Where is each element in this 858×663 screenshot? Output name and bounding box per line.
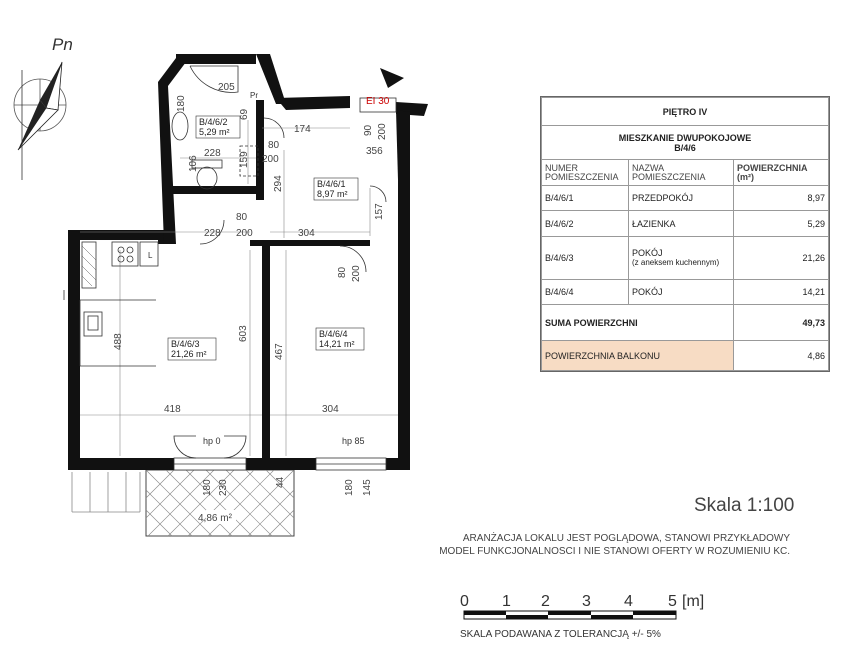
svg-text:3: 3 — [582, 593, 591, 610]
svg-text:B/4/6/1: B/4/6/1 — [317, 179, 346, 189]
svg-text:205: 205 — [218, 82, 235, 93]
svg-text:5: 5 — [668, 593, 677, 610]
hp-right-label: hp 85 — [342, 436, 365, 446]
fixtures — [64, 66, 396, 366]
svg-text:[m]: [m] — [682, 593, 705, 610]
svg-text:228: 228 — [204, 228, 221, 239]
svg-text:5,29 m²: 5,29 m² — [199, 127, 230, 137]
svg-text:8,97 m²: 8,97 m² — [317, 189, 348, 199]
tolerance-note: SKALA PODAWANA Z TOLERANCJĄ +/- 5% — [460, 629, 661, 640]
svg-text:44: 44 — [275, 476, 286, 488]
balcony — [72, 470, 294, 536]
svg-text:B/4/6/4: B/4/6/4 — [319, 329, 348, 339]
svg-text:180: 180 — [176, 95, 187, 112]
svg-text:0: 0 — [460, 593, 469, 610]
col-header-name: NAZWA POMIESZCZENIA — [629, 160, 734, 186]
svg-text:200: 200 — [236, 228, 253, 239]
svg-text:200: 200 — [351, 265, 362, 282]
svg-text:21,26 m²: 21,26 m² — [171, 349, 207, 359]
room-label-b464 — [316, 328, 364, 350]
balcony-area-label: 4,86 m² — [198, 513, 232, 524]
svg-text:159: 159 — [239, 151, 250, 168]
fire-door-label: EI 30 — [366, 96, 390, 107]
svg-text:488: 488 — [113, 333, 124, 350]
disclaimer: ARANŻACJA LOKALU JEST POGLĄDOWA, STANOWI PRZYKŁADOWY MODEL FUNKCJONALNOSCI I NIE STANOWI OFERTY W ROZUMIENIU KC. — [439, 533, 790, 557]
svg-text:230: 230 — [218, 479, 229, 496]
svg-text:304: 304 — [298, 228, 315, 239]
svg-text:174: 174 — [294, 124, 311, 135]
doors — [174, 118, 386, 458]
svg-text:200: 200 — [377, 123, 388, 140]
table-row: B/4/6/1 PRZEDPOKÓJ 8,97 — [542, 186, 829, 211]
svg-text:80: 80 — [337, 266, 348, 278]
svg-text:228: 228 — [204, 148, 221, 159]
svg-text:200: 200 — [262, 154, 279, 165]
svg-text:356: 356 — [366, 146, 383, 157]
area-table — [540, 96, 830, 372]
svg-text:4: 4 — [624, 593, 633, 610]
north-compass — [14, 35, 73, 180]
svg-text:80: 80 — [268, 140, 280, 151]
svg-text:294: 294 — [273, 175, 284, 192]
table-row: B/4/6/3 POKÓJ (z aneksem kuchennym) 21,26 — [542, 236, 829, 279]
dimension-lines — [80, 120, 398, 456]
col-header-area: POWIERZCHNIA (m²) — [734, 160, 829, 186]
svg-text:1: 1 — [502, 593, 511, 610]
dimension-labels — [113, 82, 388, 496]
hp-left-label: hp 0 — [203, 436, 221, 446]
scale-bar — [456, 590, 736, 626]
svg-text:180: 180 — [344, 479, 355, 496]
pr-mark: Pr — [250, 91, 258, 100]
svg-text:157: 157 — [374, 203, 385, 220]
svg-text:14,21 m²: 14,21 m² — [319, 339, 355, 349]
svg-text:2: 2 — [541, 593, 550, 610]
svg-text:B/4/6/3: B/4/6/3 — [171, 339, 200, 349]
room-label-b463 — [168, 338, 216, 360]
svg-text:467: 467 — [274, 343, 285, 360]
room-label-b461 — [314, 178, 358, 200]
svg-text:145: 145 — [362, 479, 373, 496]
apartment-title: MIESZKANIE DWUPOKOJOWE B/4/6 — [542, 126, 829, 160]
room-label-b462 — [196, 116, 240, 138]
entrance-arrow-icon — [380, 68, 404, 88]
compass-label: Pn — [52, 35, 73, 54]
balcony-row: POWIERZCHNIA BALKONU 4,86 — [542, 341, 829, 371]
floor-title: PIĘTRO IV — [542, 98, 829, 126]
svg-text:180: 180 — [202, 479, 213, 496]
svg-text:106: 106 — [188, 155, 199, 172]
scale-title: Skala 1:100 — [694, 495, 795, 516]
svg-text:69: 69 — [239, 108, 250, 120]
svg-text:80: 80 — [236, 212, 248, 223]
table-row: B/4/6/4 POKÓJ 14,21 — [542, 279, 829, 304]
l-mark: L — [148, 251, 153, 260]
svg-text:418: 418 — [164, 404, 181, 415]
svg-text:B/4/6/2: B/4/6/2 — [199, 117, 228, 127]
table-row: B/4/6/2 ŁAZIENKA 5,29 — [542, 211, 829, 236]
col-header-number: NUMER POMIESZCZENIA — [542, 160, 629, 186]
sum-row: SUMA POWIERZCHNI 49,73 — [542, 305, 829, 341]
svg-text:90: 90 — [363, 124, 374, 136]
svg-text:603: 603 — [238, 325, 249, 342]
svg-text:304: 304 — [322, 404, 339, 415]
